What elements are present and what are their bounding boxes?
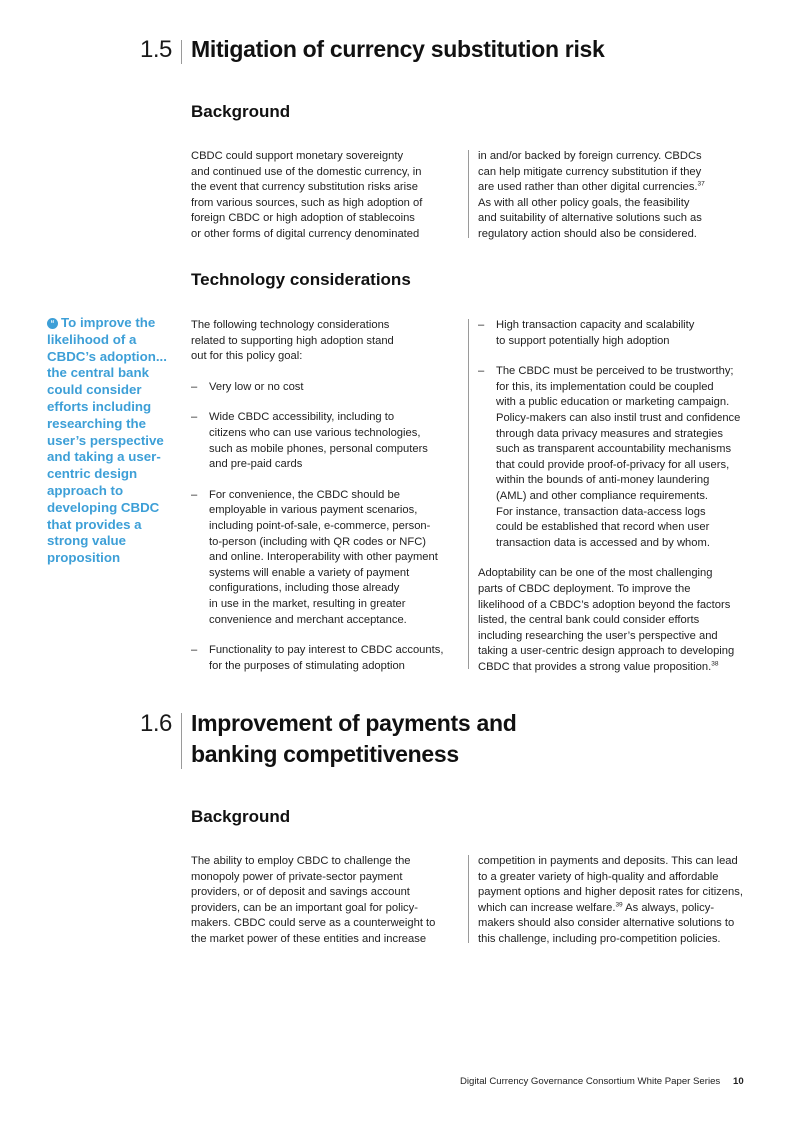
- text-line: convenience and merchant acceptance.: [209, 613, 407, 626]
- text-line: could be established that record when user: [496, 521, 710, 534]
- text-line: CBDC could support monetary sovereignty: [191, 150, 404, 162]
- text-line: [478, 180, 748, 196]
- text-line: For instance, transaction data-access logs: [496, 505, 706, 518]
- text-line: foreign CBDC or high adoption of stablecoins: [191, 212, 415, 225]
- pull-quote-text: To improve the likelihood of a CBDC’s adoption... the central bank could consider efforts including researching the user’s perspective and taking a user-centric design approach to developing CBDC that provides a strong value proposition: [47, 315, 167, 566]
- footnote-ref[interactable]: 39: [615, 901, 623, 909]
- subheading-background: Background: [191, 102, 291, 121]
- footnote-ref[interactable]: 38: [711, 660, 719, 668]
- text-line: As with all other policy goals, the feasibility: [478, 196, 690, 209]
- list-item: [191, 643, 467, 674]
- text-line: in use in the market, resulting in greater: [209, 597, 406, 610]
- text-line: the event that currency substitution risks arise: [191, 181, 418, 194]
- text-line: and continued use of the domestic currency, in: [191, 165, 422, 178]
- text-line: transaction data is accessed and by whom.: [496, 536, 710, 549]
- bullet-dash: –: [191, 411, 198, 424]
- section-title-line: Improvement of payments and: [191, 710, 517, 736]
- text-line: for the purposes of stimulating adoption: [209, 659, 405, 672]
- text-line: For convenience, the CBDC should be: [209, 488, 400, 501]
- text-line: within the bounds of anti-money laundering: [496, 474, 710, 487]
- footer-series: Digital Currency Governance Consortium White Paper Series: [460, 1076, 721, 1087]
- text-line: including point-of-sale, e-commerce, person-: [209, 519, 431, 532]
- text-line: that could provide proof-of-privacy for all users,: [496, 458, 730, 471]
- column-divider: [468, 855, 469, 943]
- text-line: parts of CBDC deployment. To improve the: [478, 582, 691, 595]
- text-line: and pre-paid cards: [209, 458, 303, 471]
- text-line: to-person (including with QR codes or NFC): [209, 535, 426, 548]
- text-line: likelihood of a CBDC’s adoption beyond the factors: [478, 598, 731, 611]
- text-line: makers. CBDC could serve as a counterweight to: [191, 917, 436, 930]
- list-item: [191, 488, 467, 628]
- section-number: 1.6: [140, 710, 172, 737]
- section-title-line: banking competitiveness: [191, 741, 459, 767]
- bullet-dash: –: [191, 380, 198, 393]
- text-line: competition in payments and deposits. This can lead: [478, 855, 738, 867]
- background-right-column: [478, 149, 748, 243]
- quote-icon: “: [47, 318, 58, 329]
- text-line: to support potentially high adoption: [496, 334, 670, 347]
- text-line: providers, or of deposit and savings account: [191, 886, 410, 899]
- text-line: Functionality to pay interest to CBDC accounts,: [209, 644, 444, 657]
- text-line: payment options and higher deposit rates for citizens,: [478, 886, 743, 899]
- background-left-column: [191, 854, 466, 948]
- page-number: 10: [733, 1076, 744, 1087]
- footnote-ref[interactable]: 37: [697, 180, 705, 188]
- text-line: citizens who can use various technologies,: [209, 426, 421, 439]
- technology-right-column: [478, 318, 753, 675]
- text-line: employable in various payment scenarios,: [209, 504, 418, 517]
- text-line: in and/or backed by foreign currency. CBDCs: [478, 150, 702, 162]
- text-line: and suitability of alternative solutions such as: [478, 212, 702, 225]
- text-line: systems will enable a variety of payment: [209, 566, 410, 579]
- text-line: The following technology considerations: [191, 319, 390, 331]
- column-divider: [468, 150, 469, 238]
- text-line: Adoptability can be one of the most challenging: [478, 567, 713, 580]
- text-line: with a public education or marketing campaign.: [496, 396, 730, 409]
- text-line: monopoly power of private-sector payment: [191, 870, 403, 883]
- text-line: Wide CBDC accessibility, including to: [209, 411, 395, 424]
- text-line: [478, 901, 758, 917]
- section-number: 1.5: [140, 36, 172, 63]
- text-span: CBDC that provides a strong value proposition.: [478, 660, 712, 673]
- text-line: listed, the central bank could consider efforts: [478, 614, 700, 627]
- text-line: this challenge, including pro-competition policies.: [478, 932, 721, 945]
- text-line: including researching the user’s perspective and: [478, 629, 718, 642]
- text-line: related to supporting high adoption stand: [191, 334, 394, 347]
- text-line: Very low or no cost: [209, 380, 304, 393]
- text-line: providers, can be an important goal for policy-: [191, 901, 418, 914]
- text-line: can help mitigate currency substitution if they: [478, 165, 702, 178]
- pull-quote: [47, 315, 169, 567]
- text-line: (AML) and other compliance requirements.: [496, 489, 709, 502]
- subheading-technology: Technology considerations: [191, 270, 411, 289]
- list-item: [478, 318, 753, 349]
- text-line: from various sources, such as high adoption of: [191, 196, 423, 209]
- background-left-column: [191, 149, 461, 243]
- text-line: makers should also consider alternative solutions to: [478, 917, 735, 930]
- text-line: The CBDC must be perceived to be trustworthy;: [496, 365, 734, 378]
- bullet-dash: –: [191, 644, 198, 657]
- text-line: High transaction capacity and scalability: [496, 319, 695, 331]
- text-line: regulatory action should also be considered.: [478, 227, 697, 240]
- list-item: [478, 364, 753, 551]
- background-right-column: [478, 854, 758, 948]
- text-line: taking a user-centric design approach to developing: [478, 645, 735, 658]
- text-span: are used rather than other digital currencies.: [478, 181, 698, 194]
- subheading-background: Background: [191, 807, 291, 826]
- text-line: The ability to employ CBDC to challenge the: [191, 855, 411, 867]
- bullet-dash: –: [191, 488, 198, 501]
- section-divider: [181, 40, 182, 64]
- section-divider: [181, 713, 182, 769]
- text-span: which can increase welfare.: [478, 901, 616, 914]
- text-line: and online. Interoperability with other payment: [209, 551, 438, 564]
- text-line: such as mobile phones, personal computers: [209, 442, 428, 455]
- bullet-dash: –: [478, 365, 485, 378]
- column-divider: [468, 319, 469, 669]
- text-line: Policy-makers can also instil trust and confidence: [496, 411, 741, 424]
- text-line: through data privacy measures and strategies: [496, 427, 723, 440]
- section-title: Mitigation of currency substitution risk: [191, 36, 605, 62]
- section-title: [191, 708, 516, 770]
- technology-left-column: [191, 318, 467, 674]
- list-item: [191, 380, 467, 396]
- text-line: for this, its implementation could be coupled: [496, 380, 714, 393]
- text-line: out for this policy goal:: [191, 350, 303, 363]
- text-line: the market power of these entities and increase: [191, 932, 427, 945]
- text-line: such as transparent accountability mechanisms: [496, 443, 732, 456]
- text-line: or other forms of digital currency denominated: [191, 227, 420, 240]
- text-span: As always, policy-: [622, 901, 715, 914]
- list-item: [191, 410, 467, 472]
- text-line: configurations, including those already: [209, 582, 400, 595]
- text-line: to a greater variety of high-quality and affordable: [478, 870, 719, 883]
- text-line: [478, 660, 753, 676]
- bullet-dash: –: [478, 319, 485, 331]
